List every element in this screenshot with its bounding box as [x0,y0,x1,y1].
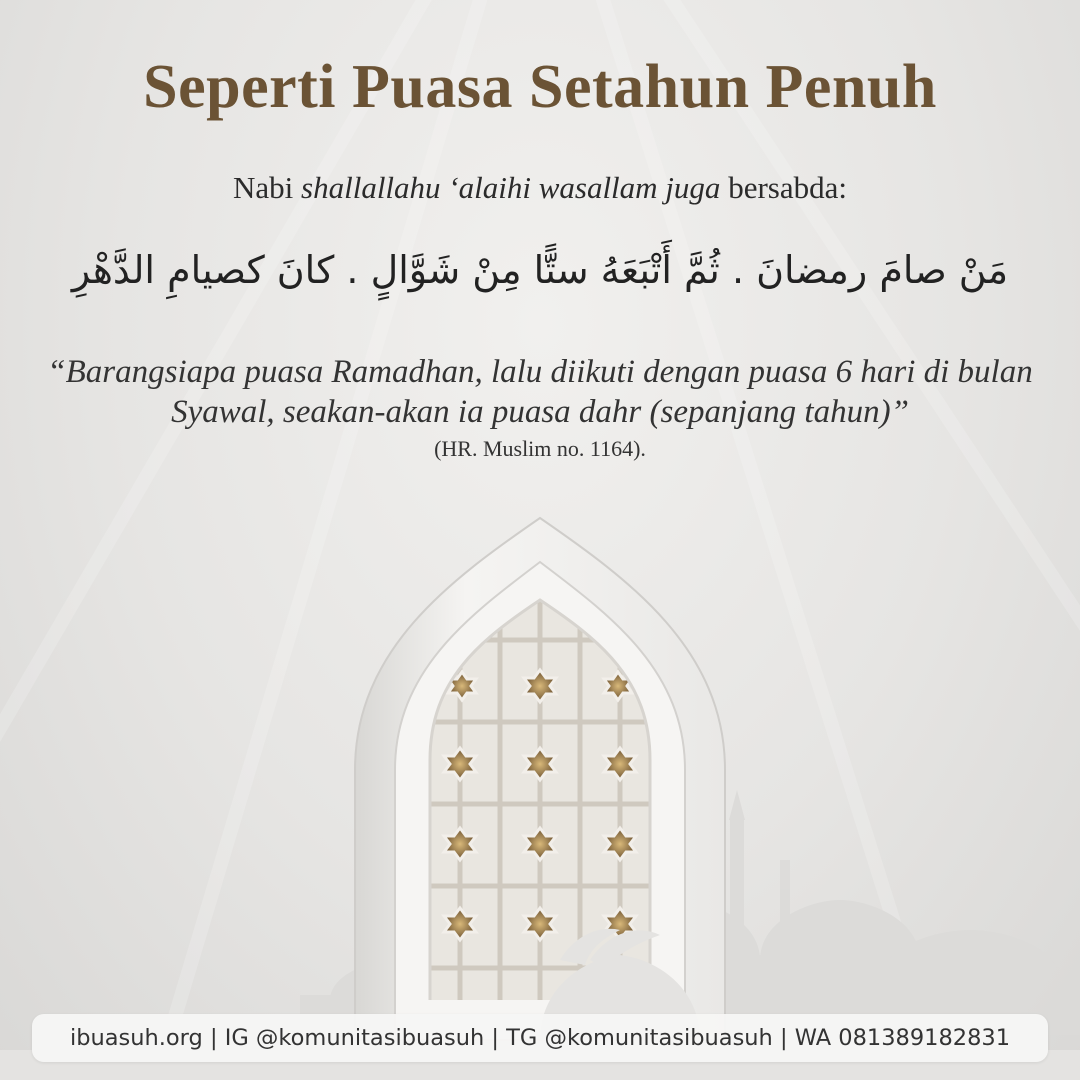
footer-contact-bar [32,1014,1048,1062]
intro-suffix: bersabda: [728,170,847,205]
intro-prefix: Nabi [233,170,294,205]
intro-honorific: shallallahu ‘alaihi wasallam juga [301,170,721,205]
footer-contact-text: ibuasuh.org | IG @komunitasibuasuh | TG @komunitasibuasuh | WA 081389182831 [69,1025,1011,1051]
page-title: Seperti Puasa Setahun Penuh [143,53,937,121]
translation-line-1: “Barangsiapa puasa Ramadhan, lalu diikuti dengan puasa 6 hari di bulan [47,354,1033,390]
translation-line-2: Syawal, seakan-akan ia puasa dahr (sepanjang tahun)” [171,394,909,430]
hadith-intro [0,170,1080,206]
hadith-source: (HR. Muslim no. 1164). [434,436,646,461]
hadith-arabic-text: مَنْ صامَ رمضانَ . ثُمَّ أَتْبَعَهُ ستًّا مِنْ شَوَّالٍ . كانَ كصيامِ الدَّهْرِ [71,248,1009,292]
hadith-translation [40,352,1040,432]
